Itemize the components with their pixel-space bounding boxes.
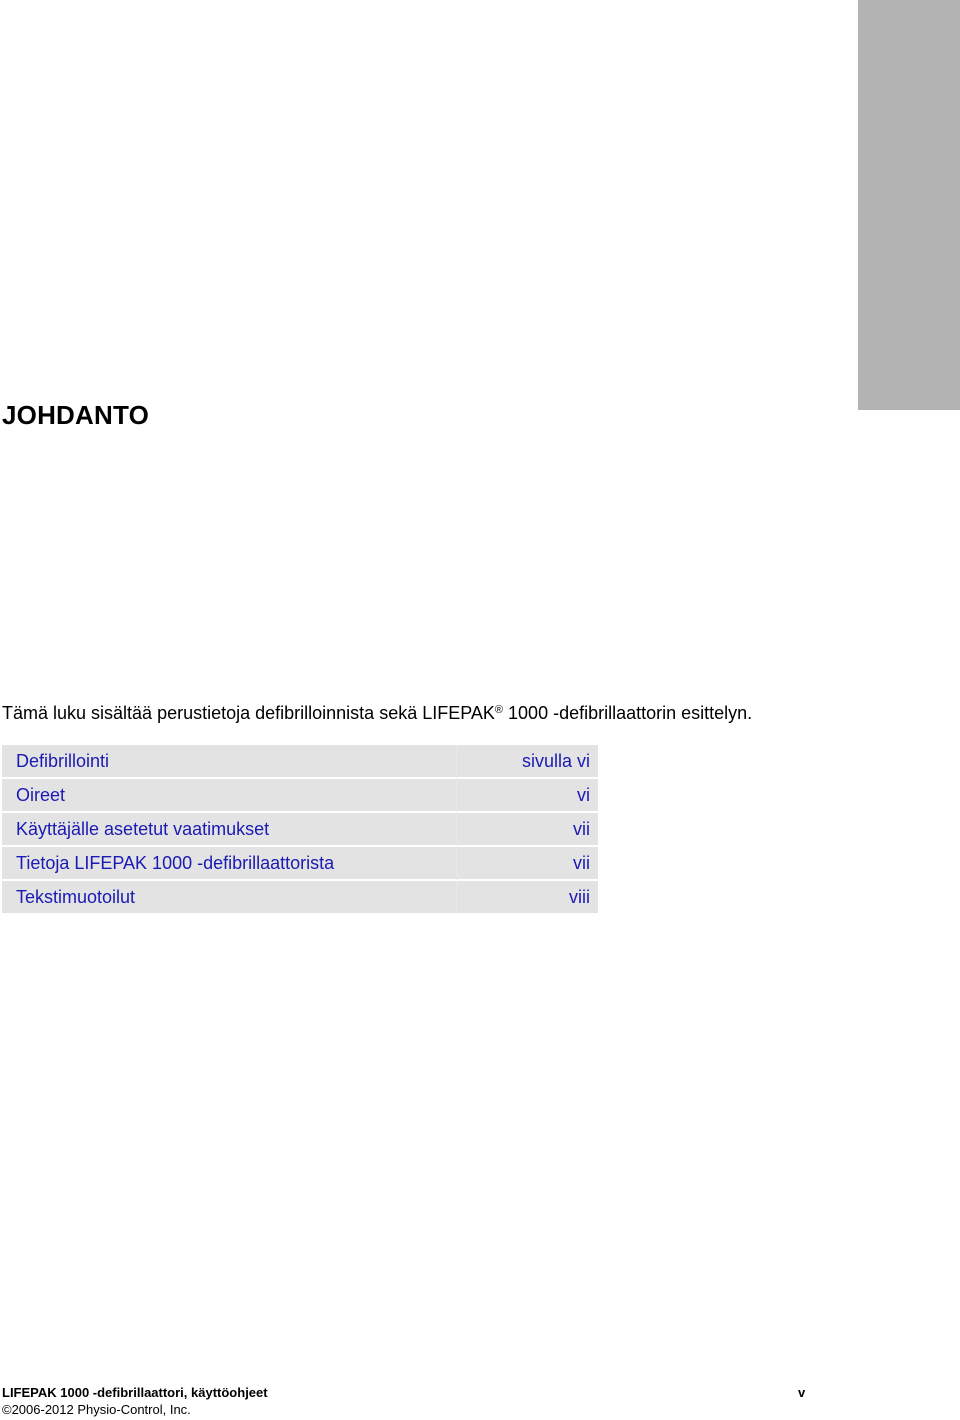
toc-entry-page[interactable]: vii bbox=[457, 813, 598, 847]
intro-paragraph bbox=[2, 703, 752, 724]
toc-entry-page[interactable]: vi bbox=[457, 779, 598, 813]
toc-entry-title[interactable]: Käyttäjälle asetetut vaatimukset bbox=[2, 813, 457, 847]
toc-entry-title[interactable]: Tietoja LIFEPAK 1000 -defibrillaattorista bbox=[2, 847, 457, 881]
toc-row[interactable] bbox=[2, 745, 598, 779]
footer-manual-title: LIFEPAK 1000 -defibrillaattori, käyttöohjeet bbox=[2, 1385, 268, 1400]
registered-trademark-symbol: ® bbox=[494, 704, 504, 716]
toc-entry-page[interactable]: viii bbox=[457, 881, 598, 913]
toc-row[interactable] bbox=[2, 881, 598, 913]
toc-entry-title[interactable]: Defibrillointi bbox=[2, 745, 457, 779]
toc-row[interactable] bbox=[2, 847, 598, 881]
footer-copyright: ©2006-2012 Physio-Control, Inc. bbox=[2, 1402, 191, 1417]
chapter-title: JOHDANTO bbox=[2, 400, 150, 430]
chapter-side-tab bbox=[858, 0, 960, 410]
intro-text-before: Tämä luku sisältää perustietoja defibrilloinnista sekä LIFEPAK bbox=[2, 703, 495, 723]
toc-row[interactable] bbox=[2, 779, 598, 813]
toc-entry-page[interactable]: sivulla vi bbox=[457, 745, 598, 779]
toc-entry-title[interactable]: Tekstimuotoilut bbox=[2, 881, 457, 913]
intro-text-after: 1000 -defibrillaattorin esittelyn. bbox=[503, 703, 753, 723]
toc-row[interactable] bbox=[2, 813, 598, 847]
toc-entry-page[interactable]: vii bbox=[457, 847, 598, 881]
footer-page-number: v bbox=[798, 1385, 806, 1400]
toc-entry-title[interactable]: Oireet bbox=[2, 779, 457, 813]
chapter-contents-table bbox=[2, 745, 598, 913]
